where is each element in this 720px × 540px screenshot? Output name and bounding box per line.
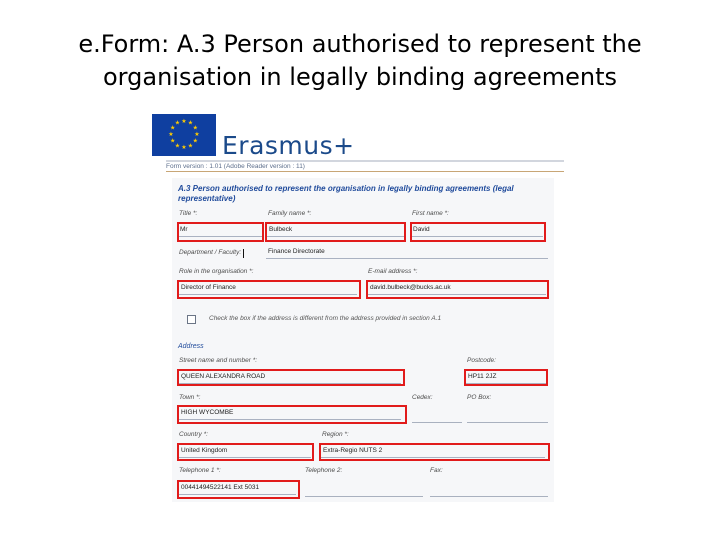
cedex-label: Cedex: (412, 394, 433, 401)
country-field[interactable]: United Kingdom (179, 445, 311, 458)
family-name-label: Family name *: (268, 210, 312, 217)
postcode-highlight (464, 369, 548, 386)
family-name-field[interactable]: Bulbeck (267, 224, 404, 237)
telephone2-field[interactable] (305, 496, 423, 497)
cedex-field[interactable] (412, 422, 462, 423)
telephone1-label: Telephone 1 *: (179, 467, 221, 474)
svg-text:★: ★ (170, 137, 176, 145)
telephone1-highlight (177, 480, 300, 499)
department-field[interactable]: Finance Directorate (266, 246, 548, 259)
country-highlight (177, 443, 314, 461)
svg-text:★: ★ (174, 119, 181, 127)
section-title: A.3 Person authorised to represent the organisation in legally binding agreements (legal representative) (178, 184, 514, 203)
first-name-highlight (410, 222, 546, 242)
street-highlight (177, 369, 405, 386)
po-box-label: PO Box: (467, 394, 492, 401)
svg-text:★: ★ (170, 124, 176, 132)
postcode-field[interactable]: HP11 2JZ (466, 371, 546, 384)
text-cursor (243, 249, 244, 258)
first-name-label: First name *: (412, 210, 449, 217)
town-label: Town *: (179, 394, 201, 401)
department-label: Department / Faculty: (179, 249, 242, 256)
svg-text:★: ★ (181, 118, 187, 125)
svg-text:★: ★ (194, 131, 200, 138)
section-divider (166, 171, 564, 172)
role-label: Role in the organisation *: (179, 268, 254, 275)
region-label: Region *: (322, 431, 349, 438)
telephone2-label: Telephone 2: (305, 467, 343, 474)
svg-text:★: ★ (187, 119, 194, 127)
title-field[interactable]: Mr (178, 224, 262, 237)
fax-field[interactable] (430, 496, 548, 497)
postcode-label: Postcode: (467, 357, 496, 364)
role-field[interactable]: Director of Finance (179, 282, 357, 295)
telephone1-field[interactable]: 00441494522141 Ext 5031 (179, 482, 296, 495)
header-divider (166, 160, 564, 162)
street-label: Street name and number *: (179, 357, 258, 364)
region-field[interactable]: Extra-Regio NUTS 2 (321, 445, 545, 458)
svg-text:★: ★ (181, 144, 187, 151)
email-field[interactable]: david.bulbeck@bucks.ac.uk (368, 282, 546, 295)
region-highlight (319, 443, 550, 461)
role-highlight (177, 280, 361, 299)
title-label: Title *: (179, 210, 198, 217)
svg-text:★: ★ (174, 142, 181, 150)
email-highlight (366, 280, 549, 299)
town-highlight (177, 405, 407, 424)
svg-text:★: ★ (187, 142, 194, 150)
svg-text:★: ★ (192, 124, 198, 132)
email-label: E-mail address *: (368, 268, 418, 275)
slide-title: e.Form: A.3 Person authorised to represent the organisation in legally binding agreements (78, 30, 642, 91)
fax-label: Fax: (430, 467, 443, 474)
town-field[interactable]: HIGH WYCOMBE (179, 407, 401, 420)
po-box-field[interactable] (467, 422, 548, 423)
address-heading: Address (178, 343, 204, 350)
form-version: Form version : 1.01 (Adobe Reader version : 11) (166, 163, 305, 170)
street-field[interactable]: QUEEN ALEXANDRA ROAD (179, 371, 401, 384)
first-name-field[interactable]: David (411, 224, 543, 237)
family-name-highlight (265, 222, 406, 242)
title-highlight (177, 222, 264, 242)
address-checkbox-label: Check the box if the address is different from the address provided in section A.1 (209, 315, 442, 322)
eu-flag-icon (152, 114, 216, 156)
svg-text:★: ★ (192, 137, 198, 145)
erasmus-logo: Erasmus+ (222, 131, 355, 160)
svg-text:★: ★ (168, 131, 174, 138)
country-label: Country *: (179, 431, 208, 438)
checkbox-icon[interactable] (187, 315, 196, 324)
